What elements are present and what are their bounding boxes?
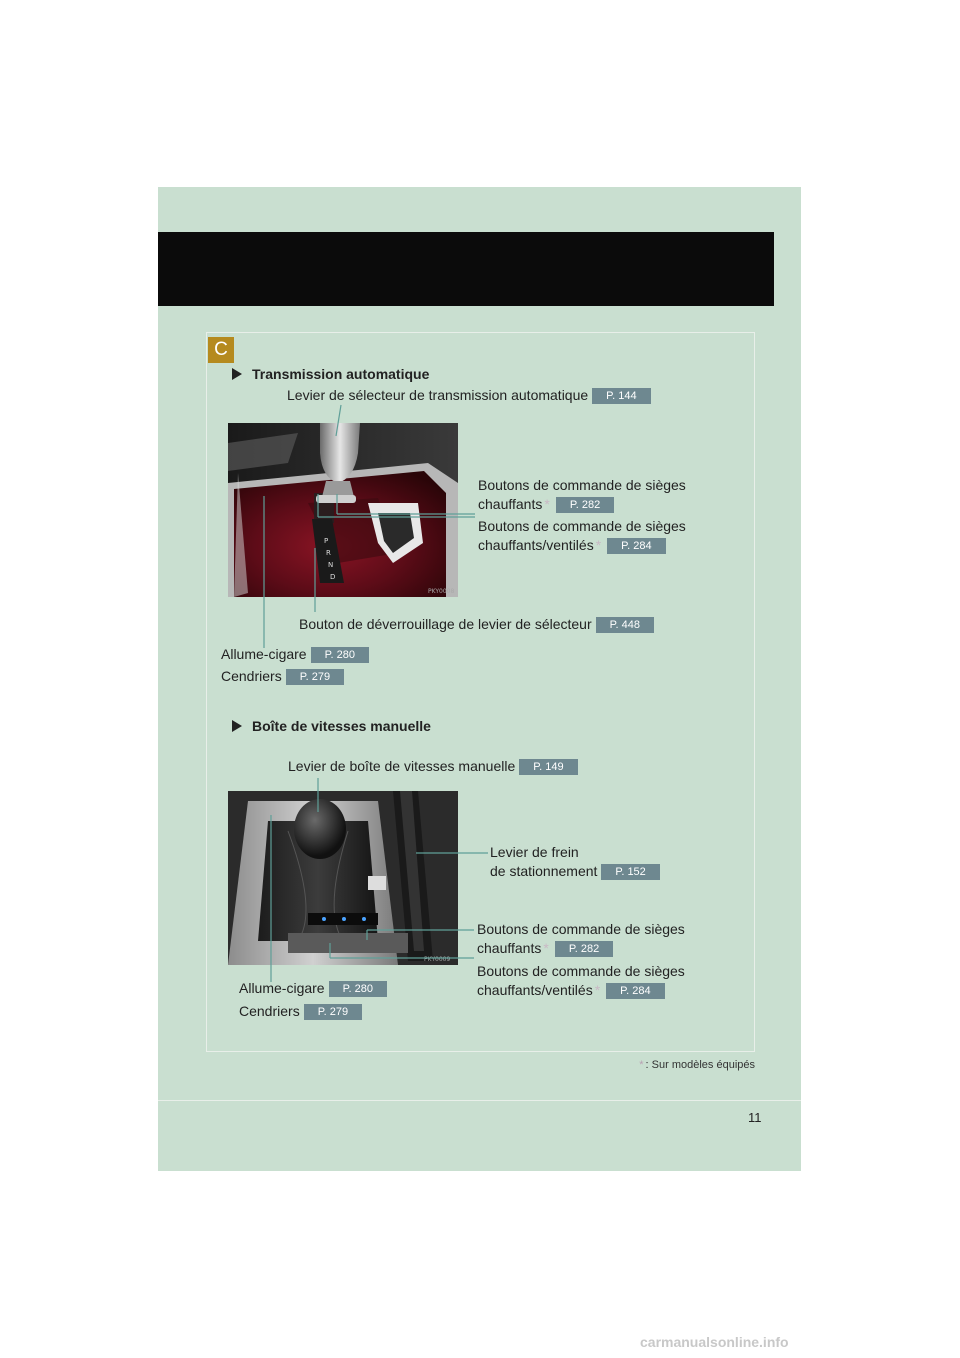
page-ref-link[interactable]: P. 280 [311,647,369,663]
asterisk-icon: * [595,537,602,553]
page-number: 11 [748,1110,762,1125]
shift-lock-label: Bouton de déverrouillage de levier de sélecteur [299,616,592,632]
heated-seats-manual-line2: chauffants [477,940,542,956]
asterisk-icon: * [639,1059,644,1071]
parking-brake-line1: Levier de frein [490,844,579,860]
page-ref-link[interactable]: P. 149 [519,759,577,775]
callout-line [336,405,341,436]
heated-seats-auto-line1: Boutons de commande de sièges [478,477,686,493]
footnote [637,1058,755,1073]
svg-text:P: P [324,537,329,545]
ventilated-seats-manual-line1: Boutons de commande de sièges [477,963,685,979]
lighter-manual-label: Allume-cigare [239,980,325,996]
asterisk-icon: * [544,496,550,512]
photo-code: PKY0008 [428,588,455,595]
page-ref-link[interactable]: P. 284 [607,538,665,554]
page-ref-link[interactable]: P. 284 [606,983,664,999]
ashtray-manual-label: Cendriers [239,1003,300,1019]
page-ref-link[interactable]: P. 448 [596,617,654,633]
footnote-text: : Sur modèles équipés [645,1059,755,1071]
ventilated-seats-auto-line2: chauffants/ventilés [478,537,594,553]
section-badge: C [208,337,234,363]
asterisk-icon: * [543,940,549,956]
heated-seats-auto-line2: chauffants [478,496,543,512]
automatic-heading-text: Transmission automatique [252,366,430,382]
svg-text:R: R [326,549,331,557]
page-ref-link[interactable]: P. 279 [286,669,344,685]
ventilated-seats-auto-line1: Boutons de commande de sièges [478,518,686,534]
svg-text:D: D [330,573,336,581]
lighter-auto-label: Allume-cigare [221,646,307,662]
footer-divider [158,1100,801,1101]
shift-lever-label: Levier de boîte de vitesses manuelle [288,758,516,774]
heated-seats-manual-line1: Boutons de commande de sièges [477,921,685,937]
selector-lever-label: Levier de sélecteur de transmission automatique [287,387,589,403]
page-ref-link[interactable]: P. 282 [556,497,614,513]
page-ref-link[interactable]: P. 152 [601,864,659,880]
svg-text:N: N [328,561,334,569]
page-ref-link[interactable]: P. 282 [555,941,613,957]
watermark: carmanualsonline.info [640,1334,789,1350]
ashtray-auto-label: Cendriers [221,668,282,684]
manual-heading-text: Boîte de vitesses manuelle [252,718,431,734]
asterisk-icon: * [594,982,601,998]
photo-code: PKY0009 [424,956,451,963]
parking-brake-line2: de stationnement [490,863,598,879]
page-ref-link[interactable]: P. 280 [329,981,387,997]
ventilated-seats-manual-line2: chauffants/ventilés [477,982,593,998]
page-ref-link[interactable]: P. 279 [304,1004,362,1020]
page-ref-link[interactable]: P. 144 [592,388,650,404]
